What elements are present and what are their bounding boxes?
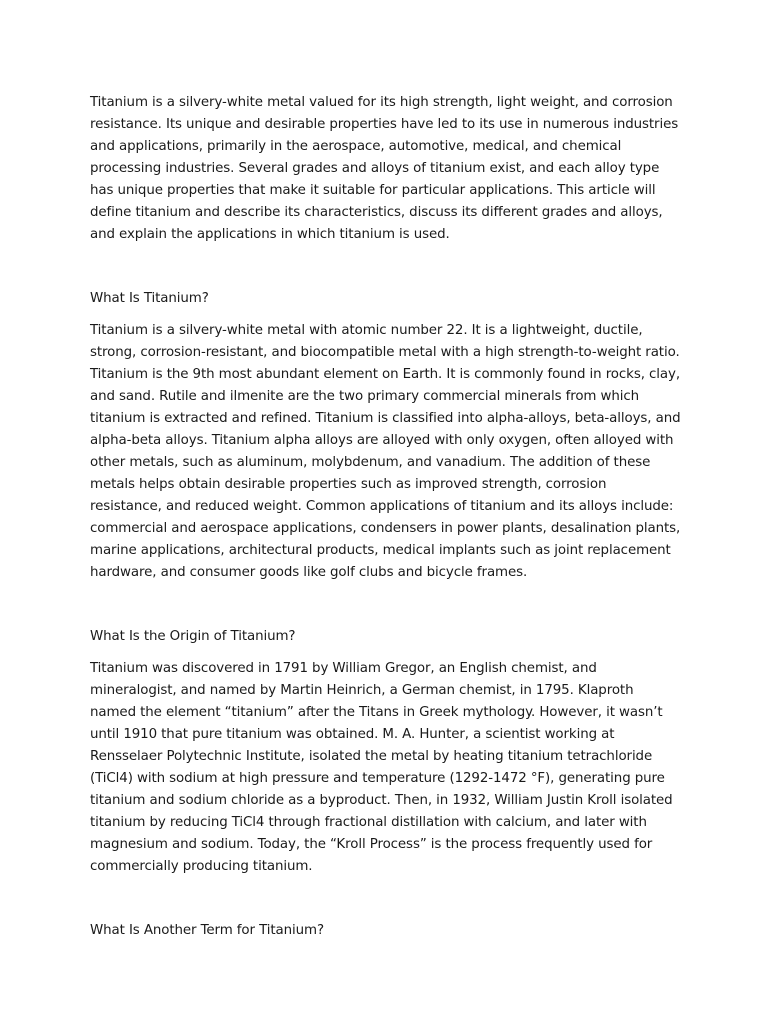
section-spacer [90,878,682,920]
section-spacer [90,584,682,626]
intro-paragraph: Titanium is a silvery-white metal valued for its high strength, light weight, and corrosion resistance. Its unique and desirable properties have led to its use in numerous industries and applications, primarily in the aerospace, automotive, medical, and chemical processing industries. Several grades and alloys of titanium exist, and each alloy type has unique properties that make it suitable for particular applications. This article will define titanium and describe its characteristics, discuss its different grades and alloys, and explain the applications in which titanium is used. [90,95,679,242]
section-heading-origin: What Is the Origin of Titanium? [90,629,296,644]
heading-spacer [90,648,682,658]
section-paragraph-what-is-titanium: Titanium is a silvery-white metal with atomic number 22. It is a lightweight, ductile, strong, corrosion-resistant, and biocompatible metal with a high strength-to-weight ratio. Titanium is the 9th most abundant element on Earth. It is commonly found in rocks, clay, and sand. Rutile and ilmenite are the two primary commercial minerals from which titanium is extracted and refined. Titanium is classified into alpha-alloys, beta-alloys, and alpha-beta alloys. Titanium alpha alloys are alloyed with only oxygen, often alloyed with other metals, such as aluminum, molybdenum, and vanadium. The addition of these metals helps obtain desirable properties such as improved strength, corrosion resistance, and reduced weight. Common applications of titanium and its alloys include: commercial and aerospace applications, condensers in power plants, desalination plants, marine applications, architectural products, medical implants such as joint replacement hardware, and consumer goods like golf clubs and bicycle frames. [90,323,681,580]
section-paragraph-origin: Titanium was discovered in 1791 by William Gregor, an English chemist, and mineralogist, and named by Martin Heinrich, a German chemist, in 1795. Klaproth named the element “titanium” after the Titans in Greek mythology. However, it wasn’t until 1910 that pure titanium was obtained. M. A. Hunter, a scientist working at Rensselaer Polytechnic Institute, isolated the metal by heating titanium tetrachloride (TiCl4) with sodium at high pressure and temperature (1292-1472 °F), generating pure titanium and sodium chloride as a byproduct. Then, in 1932, William Justin Kroll isolated titanium by reducing TiCl4 through fractional distillation with calcium, and later with magnesium and sodium. Today, the “Kroll Process” is the process frequently used for commercially producing titanium. [90,661,673,874]
document-body [90,92,682,942]
heading-spacer [90,310,682,320]
section-heading-what-is-titanium: What Is Titanium? [90,291,209,306]
section-spacer [90,246,682,288]
section-heading-another-term: What Is Another Term for Titanium? [90,923,324,938]
